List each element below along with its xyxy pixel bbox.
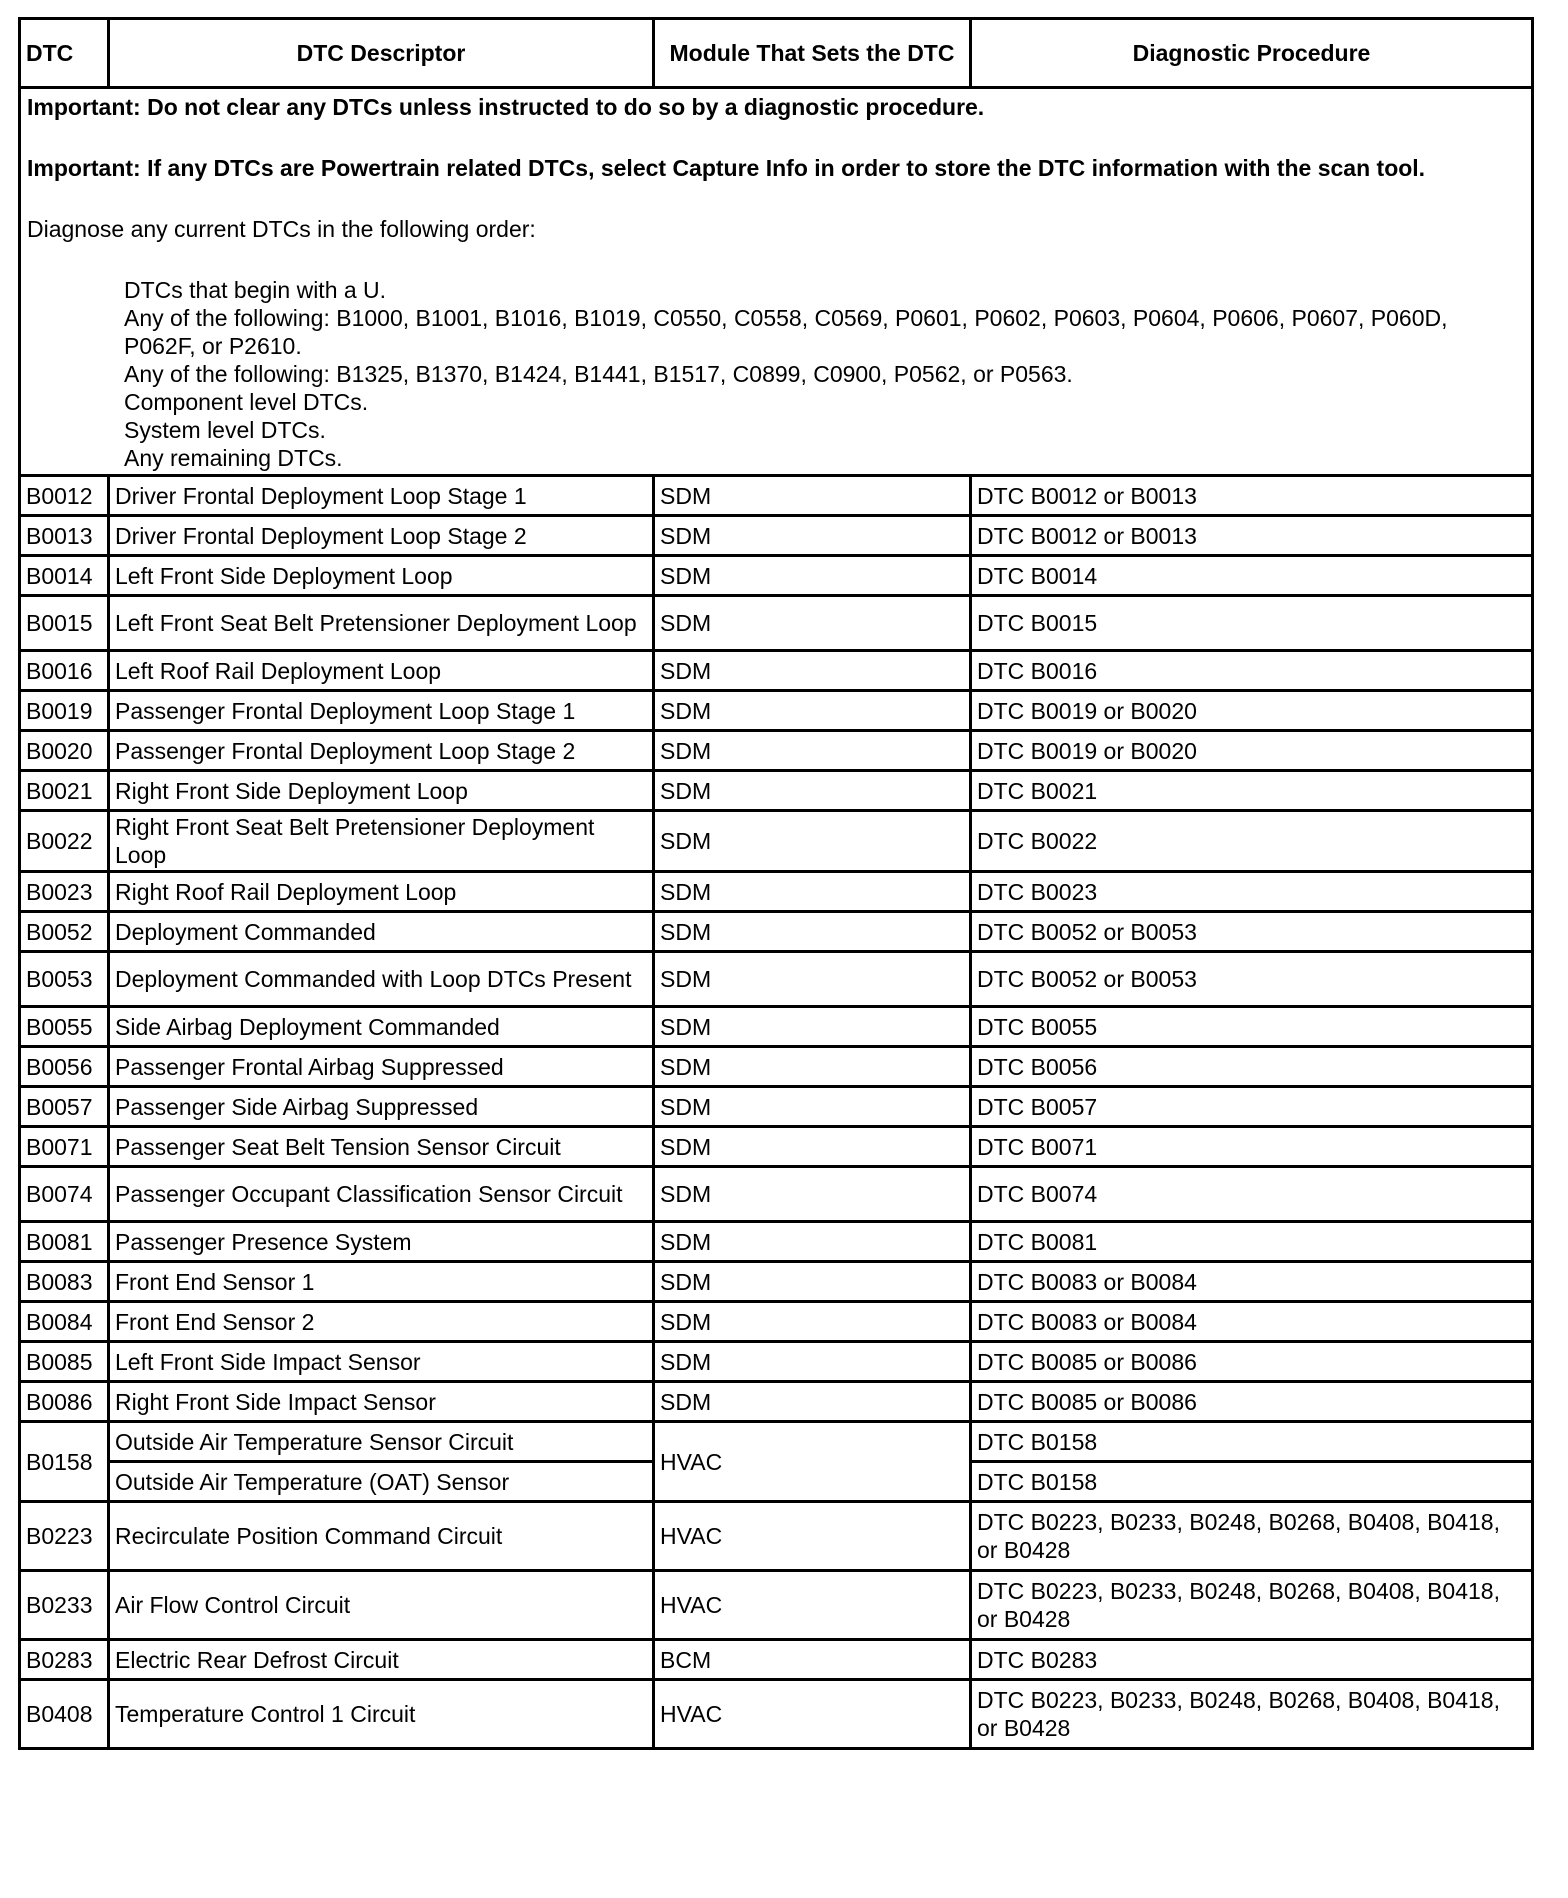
module-name: SDM [654,1087,971,1127]
table-row [20,952,1533,1007]
dtc-table [18,17,1534,1750]
dtc-code: B0012 [20,476,109,516]
dtc-descriptor: Deployment Commanded [109,912,654,952]
module-name: SDM [654,771,971,811]
header-descriptor: DTC Descriptor [109,19,654,88]
diagnostic-procedure: DTC B0223, B0233, B0248, B0268, B0408, B0418, or B0428 [971,1680,1533,1749]
table-row [20,1680,1533,1749]
table-row [20,1302,1533,1342]
dtc-code: B0021 [20,771,109,811]
header-row [20,19,1533,88]
dtc-descriptor: Passenger Occupant Classification Sensor Circuit [109,1167,654,1222]
diagnostic-procedure: DTC B0158 [971,1462,1533,1502]
diagnostic-procedure: DTC B0055 [971,1007,1533,1047]
table-row [20,516,1533,556]
diagnostic-procedure: DTC B0056 [971,1047,1533,1087]
order-item: Component level DTCs. [124,389,369,415]
table-row [20,771,1533,811]
table-row [20,1640,1533,1680]
module-name: SDM [654,651,971,691]
diagnostic-procedure: DTC B0057 [971,1087,1533,1127]
dtc-code: B0223 [20,1502,109,1571]
dtc-descriptor: Driver Frontal Deployment Loop Stage 2 [109,516,654,556]
diagnostic-procedure: DTC B0083 or B0084 [971,1262,1533,1302]
dtc-code: B0158 [20,1422,109,1502]
dtc-descriptor: Side Airbag Deployment Commanded [109,1007,654,1047]
dtc-code: B0023 [20,872,109,912]
dtc-descriptor: Recirculate Position Command Circuit [109,1502,654,1571]
dtc-descriptor: Passenger Frontal Deployment Loop Stage 2 [109,731,654,771]
dtc-descriptor: Right Front Seat Belt Pretensioner Deployment Loop [109,811,654,872]
notes-cell [20,88,1533,476]
module-name: HVAC [654,1571,971,1640]
table-row [20,691,1533,731]
dtc-code: B0081 [20,1222,109,1262]
dtc-descriptor: Passenger Seat Belt Tension Sensor Circuit [109,1127,654,1167]
module-name: SDM [654,1127,971,1167]
module-name: SDM [654,1047,971,1087]
dtc-descriptor: Deployment Commanded with Loop DTCs Present [109,952,654,1007]
header-dtc: DTC [20,19,109,88]
module-name: SDM [654,1222,971,1262]
module-name: SDM [654,1302,971,1342]
module-name: SDM [654,731,971,771]
dtc-descriptor: Electric Rear Defrost Circuit [109,1640,654,1680]
diagnostic-procedure: DTC B0019 or B0020 [971,691,1533,731]
order-list [27,276,1525,472]
module-name: SDM [654,596,971,651]
dtc-code: B0014 [20,556,109,596]
table-row [20,1087,1533,1127]
diagnostic-procedure: DTC B0071 [971,1127,1533,1167]
diagnostic-procedure: DTC B0021 [971,771,1533,811]
dtc-descriptor: Front End Sensor 1 [109,1262,654,1302]
table-row [20,1167,1533,1222]
module-name: BCM [654,1640,971,1680]
diagnostic-procedure: DTC B0023 [971,872,1533,912]
dtc-descriptor: Right Front Side Deployment Loop [109,771,654,811]
dtc-code: B0086 [20,1382,109,1422]
dtc-code: B0053 [20,952,109,1007]
dtc-descriptor: Front End Sensor 2 [109,1302,654,1342]
diagnostic-procedure: DTC B0019 or B0020 [971,731,1533,771]
important-note-2: Important: If any DTCs are Powertrain related DTCs, select Capture Info in order to store the DTC information with the scan tool. [27,155,1426,181]
table-row [20,1262,1533,1302]
module-name: SDM [654,952,971,1007]
header-module: Module That Sets the DTC [654,19,971,88]
table-row [20,1222,1533,1262]
dtc-descriptor: Passenger Side Airbag Suppressed [109,1087,654,1127]
dtc-descriptor: Passenger Presence System [109,1222,654,1262]
module-name: SDM [654,476,971,516]
module-name: SDM [654,912,971,952]
dtc-code: B0283 [20,1640,109,1680]
module-name: SDM [654,516,971,556]
order-item: System level DTCs. [124,417,326,443]
dtc-descriptor: Left Front Side Deployment Loop [109,556,654,596]
module-name: SDM [654,1007,971,1047]
table-row [20,1422,1533,1462]
diagnostic-procedure: DTC B0016 [971,651,1533,691]
dtc-descriptor: Right Roof Rail Deployment Loop [109,872,654,912]
order-intro: Diagnose any current DTCs in the following order: [27,216,536,242]
module-name: HVAC [654,1502,971,1571]
table-row [20,811,1533,872]
dtc-code: B0083 [20,1262,109,1302]
table-row [20,476,1533,516]
dtc-descriptor: Left Roof Rail Deployment Loop [109,651,654,691]
dtc-code: B0015 [20,596,109,651]
dtc-descriptor: Air Flow Control Circuit [109,1571,654,1640]
dtc-code: B0022 [20,811,109,872]
dtc-code: B0020 [20,731,109,771]
order-item: DTCs that begin with a U. [124,277,387,303]
order-item: Any remaining DTCs. [124,445,343,471]
order-item: Any of the following: B1325, B1370, B1424, B1441, B1517, C0899, C0900, P0562, or P0563. [124,361,1073,387]
diagnostic-procedure: DTC B0012 or B0013 [971,476,1533,516]
order-item: Any of the following: B1000, B1001, B1016, B1019, C0550, C0558, C0569, P0601, P0602, P0603, P0604, P0606, P0607, P060D, P062F, or P2610. [124,305,1448,359]
dtc-code: B0056 [20,1047,109,1087]
important-note-1: Important: Do not clear any DTCs unless instructed to do so by a diagnostic procedure. [27,94,985,120]
diagnostic-procedure: DTC B0022 [971,811,1533,872]
table-row [20,1382,1533,1422]
table-row [20,912,1533,952]
diagnostic-procedure: DTC B0052 or B0053 [971,952,1533,1007]
module-name: SDM [654,1382,971,1422]
dtc-code: B0019 [20,691,109,731]
dtc-code: B0233 [20,1571,109,1640]
diagnostic-procedure: DTC B0052 or B0053 [971,912,1533,952]
dtc-code: B0084 [20,1302,109,1342]
diagnostic-procedure: DTC B0015 [971,596,1533,651]
dtc-code: B0052 [20,912,109,952]
dtc-descriptor: Passenger Frontal Airbag Suppressed [109,1047,654,1087]
dtc-descriptor: Temperature Control 1 Circuit [109,1680,654,1749]
diagnostic-procedure: DTC B0223, B0233, B0248, B0268, B0408, B0418, or B0428 [971,1502,1533,1571]
diagnostic-procedure: DTC B0081 [971,1222,1533,1262]
diagnostic-procedure: DTC B0014 [971,556,1533,596]
notes-row [20,88,1533,476]
module-name: SDM [654,811,971,872]
dtc-code: B0071 [20,1127,109,1167]
module-name: SDM [654,1167,971,1222]
table-row [20,651,1533,691]
table-row [20,1047,1533,1087]
dtc-descriptor: Left Front Seat Belt Pretensioner Deployment Loop [109,596,654,651]
module-name: SDM [654,556,971,596]
module-name: HVAC [654,1680,971,1749]
dtc-descriptor: Right Front Side Impact Sensor [109,1382,654,1422]
table-row [20,1571,1533,1640]
dtc-code: B0074 [20,1167,109,1222]
dtc-descriptor: Outside Air Temperature Sensor Circuit [109,1422,654,1462]
table-row [20,1342,1533,1382]
table-row [20,596,1533,651]
module-name: SDM [654,1262,971,1302]
table-row [20,872,1533,912]
dtc-descriptor: Passenger Frontal Deployment Loop Stage 1 [109,691,654,731]
dtc-code: B0013 [20,516,109,556]
diagnostic-procedure: DTC B0223, B0233, B0248, B0268, B0408, B0418, or B0428 [971,1571,1533,1640]
dtc-code: B0085 [20,1342,109,1382]
module-name: SDM [654,872,971,912]
dtc-code: B0055 [20,1007,109,1047]
diagnostic-procedure: DTC B0085 or B0086 [971,1382,1533,1422]
dtc-code: B0016 [20,651,109,691]
dtc-descriptor: Left Front Side Impact Sensor [109,1342,654,1382]
diagnostic-procedure: DTC B0158 [971,1422,1533,1462]
module-name: SDM [654,691,971,731]
table-row [20,1127,1533,1167]
table-row [20,731,1533,771]
module-name: HVAC [654,1422,971,1502]
table-row [20,1007,1533,1047]
diagnostic-procedure: DTC B0012 or B0013 [971,516,1533,556]
module-name: SDM [654,1342,971,1382]
header-procedure: Diagnostic Procedure [971,19,1533,88]
diagnostic-procedure: DTC B0085 or B0086 [971,1342,1533,1382]
table-row [20,556,1533,596]
diagnostic-procedure: DTC B0283 [971,1640,1533,1680]
diagnostic-procedure: DTC B0074 [971,1167,1533,1222]
dtc-descriptor: Driver Frontal Deployment Loop Stage 1 [109,476,654,516]
diagnostic-procedure: DTC B0083 or B0084 [971,1302,1533,1342]
dtc-code: B0408 [20,1680,109,1749]
dtc-descriptor: Outside Air Temperature (OAT) Sensor [109,1462,654,1502]
dtc-code: B0057 [20,1087,109,1127]
table-row [20,1502,1533,1571]
